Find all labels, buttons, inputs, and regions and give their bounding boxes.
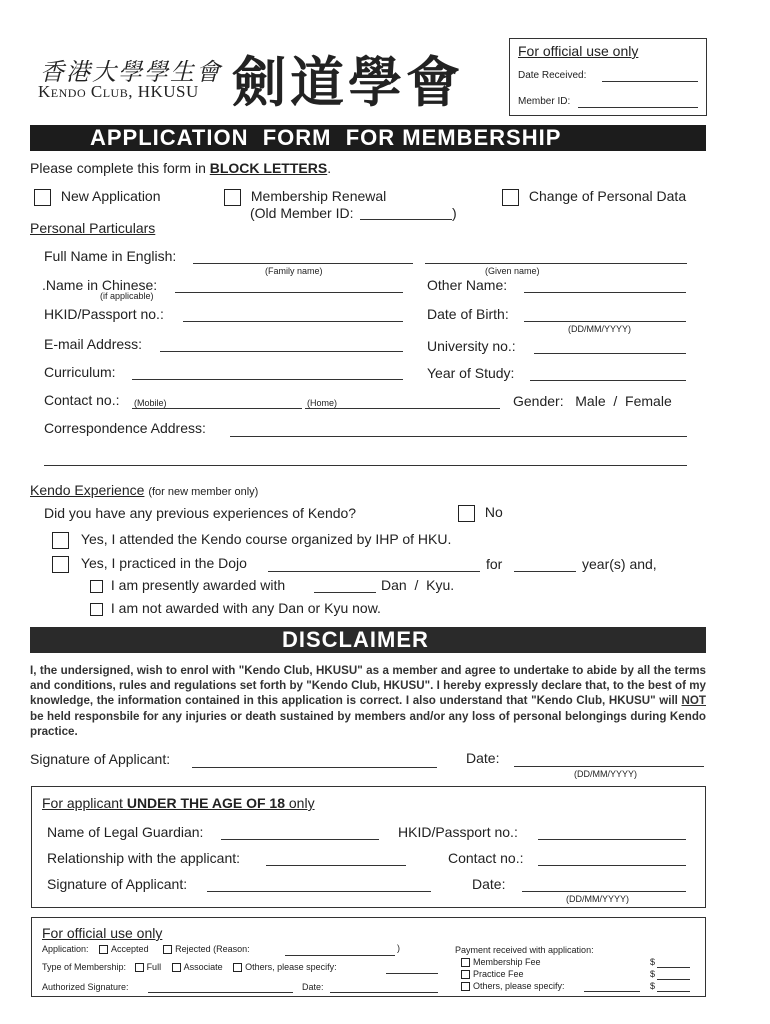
address-field-1[interactable] xyxy=(230,436,687,437)
applicant-signature-label: Signature of Applicant: xyxy=(30,751,171,767)
official-use-header-title: For official use only xyxy=(518,43,639,59)
dojo-name-field[interactable] xyxy=(268,571,480,572)
full-option[interactable] xyxy=(135,962,162,972)
practice-fee-dollar: $ xyxy=(650,969,656,979)
instruction-prefix: Please complete this form in xyxy=(30,160,210,176)
kendo-experience-title: Kendo Experience xyxy=(30,482,145,498)
date-received-label: Date Received: xyxy=(518,70,587,81)
contact-label: Contact no.: xyxy=(44,392,120,408)
guardian-heading xyxy=(42,795,315,811)
not-awarded-label: I am not awarded with any Dan or Kyu now. xyxy=(110,600,381,616)
kendo-no-option[interactable] xyxy=(458,504,503,522)
rejected-checkbox[interactable] xyxy=(163,945,172,954)
applicant-date-format: (DD/MM/YYYY) xyxy=(574,769,637,779)
disclaimer-text-not: NOT xyxy=(681,694,706,708)
kendo-yes-ihp-checkbox[interactable] xyxy=(52,532,69,549)
dan-kyu-level-field[interactable] xyxy=(314,592,376,593)
kendo-yes-dojo-option[interactable] xyxy=(52,555,247,573)
membership-fee-amount[interactable] xyxy=(657,967,690,968)
member-id-label: Member ID: xyxy=(518,96,571,107)
accepted-label: Accepted xyxy=(111,944,149,954)
rejected-label: Rejected (Reason: xyxy=(175,944,250,954)
curriculum-label: Curriculum: xyxy=(44,364,116,380)
given-name-hint: (Given name) xyxy=(485,266,540,276)
home-hint: (Home) xyxy=(307,398,338,408)
change-data-label: Change of Personal Data xyxy=(528,188,687,204)
mobile-hint: (Mobile) xyxy=(134,398,167,408)
kendo-no-label: No xyxy=(484,504,503,520)
associate-option[interactable] xyxy=(172,962,223,972)
application-status-row xyxy=(42,944,250,954)
membership-fee-option[interactable] xyxy=(461,957,541,967)
rejected-reason-field[interactable] xyxy=(285,955,395,956)
relationship-label: Relationship with the applicant: xyxy=(47,850,241,866)
kendo-experience-note: (for new member only) xyxy=(148,486,259,498)
not-awarded-checkbox[interactable] xyxy=(90,603,103,616)
payment-others-label: Others, please specify: xyxy=(473,981,565,991)
awarded-checkbox[interactable] xyxy=(90,580,103,593)
email-label: E-mail Address: xyxy=(44,336,143,352)
membership-others-field[interactable] xyxy=(386,973,438,974)
kendo-yes-dojo-checkbox[interactable] xyxy=(52,556,69,573)
full-checkbox[interactable] xyxy=(135,963,144,972)
official-use-heading: For official use only xyxy=(42,925,163,941)
new-application-option[interactable] xyxy=(34,188,161,206)
instruction-emphasis: BLOCK LETTERS xyxy=(209,160,328,176)
gender-label: Gender: Male / Female xyxy=(513,393,672,409)
membership-fee-dollar: $ xyxy=(650,957,656,967)
not-awarded-option[interactable] xyxy=(90,600,381,616)
year-of-study-field[interactable] xyxy=(530,380,686,381)
membership-type-label: Type of Membership: xyxy=(42,962,127,972)
years-field[interactable] xyxy=(514,571,576,572)
other-name-label: Other Name: xyxy=(427,277,508,293)
year-of-study-label: Year of Study: xyxy=(427,365,515,381)
university-no-field[interactable] xyxy=(534,353,686,354)
university-no-label: University no.: xyxy=(427,338,516,354)
disclaimer-text-a: I, the undersigned, wish to enrol with "Kendo Club, HKUSU" as a member and agree to undertake to abide by all the terms and conditions, rules and regulations set forth by "Kendo Club, HKUSU". I hereby expressly declare that, to the best of my knowledge, the information contained in this application is correct. I also understand that "Kendo Club, HKUSU" will xyxy=(30,664,706,708)
membership-others-label: Others, please specify: xyxy=(245,962,337,972)
family-name-hint: (Family name) xyxy=(265,266,323,276)
payment-others-field[interactable] xyxy=(584,991,640,992)
full-name-label: Full Name in English: xyxy=(44,248,177,264)
email-field[interactable] xyxy=(160,351,403,352)
practice-fee-option[interactable] xyxy=(461,969,524,979)
disclaimer-text xyxy=(30,663,706,739)
guardian-date-label: Date: xyxy=(472,876,506,892)
practice-fee-checkbox[interactable] xyxy=(461,970,470,979)
applicant-signature-field[interactable] xyxy=(192,767,437,768)
applicant-date-field[interactable] xyxy=(514,766,704,767)
kendo-yes-dojo-label: Yes, I practiced in the Dojo xyxy=(80,555,247,571)
official-date-label: Date: xyxy=(302,982,324,992)
payment-others-dollar: $ xyxy=(650,981,656,991)
disclaimer-title: DISCLAIMER xyxy=(282,627,429,652)
old-member-id-field[interactable] xyxy=(360,219,452,220)
guardian-contact-field[interactable] xyxy=(538,865,686,866)
old-member-id-close: ) xyxy=(452,205,457,221)
payment-others-option[interactable] xyxy=(461,981,565,991)
disclaimer-text-b: be held responsbile for any injuries or death sustained by members and/or any loss of personal belongings during Kendo practice. xyxy=(30,709,706,738)
authorized-signature-field[interactable] xyxy=(148,992,293,993)
membership-type-row xyxy=(42,962,337,972)
guardian-hkid-field[interactable] xyxy=(538,839,686,840)
for-label: for xyxy=(486,556,503,572)
dob-field[interactable] xyxy=(524,321,686,322)
hkid-field[interactable] xyxy=(183,321,403,322)
applicant-date-label: Date: xyxy=(466,750,500,766)
kendo-yes-ihp-option[interactable] xyxy=(52,531,451,549)
payment-label: Payment received with application: xyxy=(455,945,594,955)
chinese-name-label: .Name in Chinese: xyxy=(42,277,158,293)
guardian-hkid-label: HKID/Passport no.: xyxy=(398,824,518,840)
practice-fee-amount[interactable] xyxy=(657,979,690,980)
personal-particulars-heading: Personal Particulars xyxy=(30,220,156,236)
curriculum-field[interactable] xyxy=(132,379,403,380)
guardian-signature-field[interactable] xyxy=(207,891,431,892)
address-label: Correspondence Address: xyxy=(44,420,206,436)
date-received-field[interactable] xyxy=(602,81,698,82)
guardian-name-label: Name of Legal Guardian: xyxy=(47,824,204,840)
change-data-checkbox[interactable] xyxy=(502,189,519,206)
home-field[interactable] xyxy=(305,408,500,409)
awarded-label: I am presently awarded with xyxy=(110,577,286,593)
club-english-name: Kendo Club, HKUSU xyxy=(38,82,199,101)
membership-fee-checkbox[interactable] xyxy=(461,958,470,967)
guardian-signature-label: Signature of Applicant: xyxy=(47,876,188,892)
kendo-no-checkbox[interactable] xyxy=(458,505,475,522)
dan-kyu-label: Dan / Kyu. xyxy=(381,577,455,593)
guardian-heading-b: UNDER THE AGE OF 18 xyxy=(126,795,285,811)
hkid-label: HKID/Passport no.: xyxy=(44,306,164,322)
dob-label: Date of Birth: xyxy=(427,306,509,322)
chinese-name-field[interactable] xyxy=(175,292,403,293)
renewal-label: Membership Renewal xyxy=(250,188,387,204)
dob-format-hint: (DD/MM/YYYY) xyxy=(568,324,631,334)
guardian-name-field[interactable] xyxy=(221,839,379,840)
associate-label: Associate xyxy=(183,962,223,972)
rejected-option[interactable] xyxy=(163,944,250,954)
associate-checkbox[interactable] xyxy=(172,963,181,972)
guardian-contact-label: Contact no.: xyxy=(448,850,524,866)
kendo-yes-ihp-label: Yes, I attended the Kendo course organized by IHP of HKU. xyxy=(80,531,452,547)
address-field-2[interactable] xyxy=(44,465,687,466)
kendo-experience-heading xyxy=(30,482,258,498)
years-label: year(s) and, xyxy=(582,556,657,572)
other-name-field[interactable] xyxy=(524,292,686,293)
relationship-field[interactable] xyxy=(266,865,406,866)
rejected-reason-close: ) xyxy=(397,943,400,953)
payment-others-checkbox[interactable] xyxy=(461,982,470,991)
club-chinese-name: 香港大學學生會 xyxy=(40,58,222,86)
membership-others-checkbox[interactable] xyxy=(233,963,242,972)
guardian-heading-a: For applicant xyxy=(42,795,127,811)
accepted-checkbox[interactable] xyxy=(99,945,108,954)
official-use-header-box xyxy=(509,38,707,116)
member-id-field[interactable] xyxy=(578,107,698,108)
new-application-label: New Application xyxy=(60,188,161,204)
renewal-option[interactable] xyxy=(224,188,386,206)
if-applicable-hint: (if applicable) xyxy=(100,291,154,301)
membership-others-option[interactable] xyxy=(233,962,337,972)
full-label: Full xyxy=(146,962,162,972)
payment-others-amount[interactable] xyxy=(657,991,690,992)
awarded-option[interactable] xyxy=(90,577,285,593)
old-member-id-label: (Old Member ID: xyxy=(250,205,354,221)
accepted-option[interactable] xyxy=(99,944,149,954)
authorized-signature-label: Authorized Signature: xyxy=(42,982,129,992)
renewal-checkbox[interactable] xyxy=(224,189,241,206)
change-data-option[interactable] xyxy=(502,188,686,206)
practice-fee-label: Practice Fee xyxy=(473,969,524,979)
new-application-checkbox[interactable] xyxy=(34,189,51,206)
instruction xyxy=(30,160,331,176)
official-date-field[interactable] xyxy=(330,992,438,993)
club-title-chinese: 劍道學會 xyxy=(232,50,464,114)
guardian-heading-c: only xyxy=(285,795,315,811)
family-name-field[interactable] xyxy=(193,263,413,264)
instruction-suffix: . xyxy=(327,160,332,176)
guardian-date-field[interactable] xyxy=(522,891,686,892)
kendo-question: Did you have any previous experiences of Kendo? xyxy=(44,505,357,521)
given-name-field[interactable] xyxy=(425,263,687,264)
application-label: Application: xyxy=(42,944,89,954)
membership-fee-label: Membership Fee xyxy=(473,957,541,967)
guardian-date-format: (DD/MM/YYYY) xyxy=(566,894,629,904)
mobile-field[interactable] xyxy=(132,408,302,409)
form-title: APPLICATION FORM FOR MEMBERSHIP xyxy=(90,125,562,150)
